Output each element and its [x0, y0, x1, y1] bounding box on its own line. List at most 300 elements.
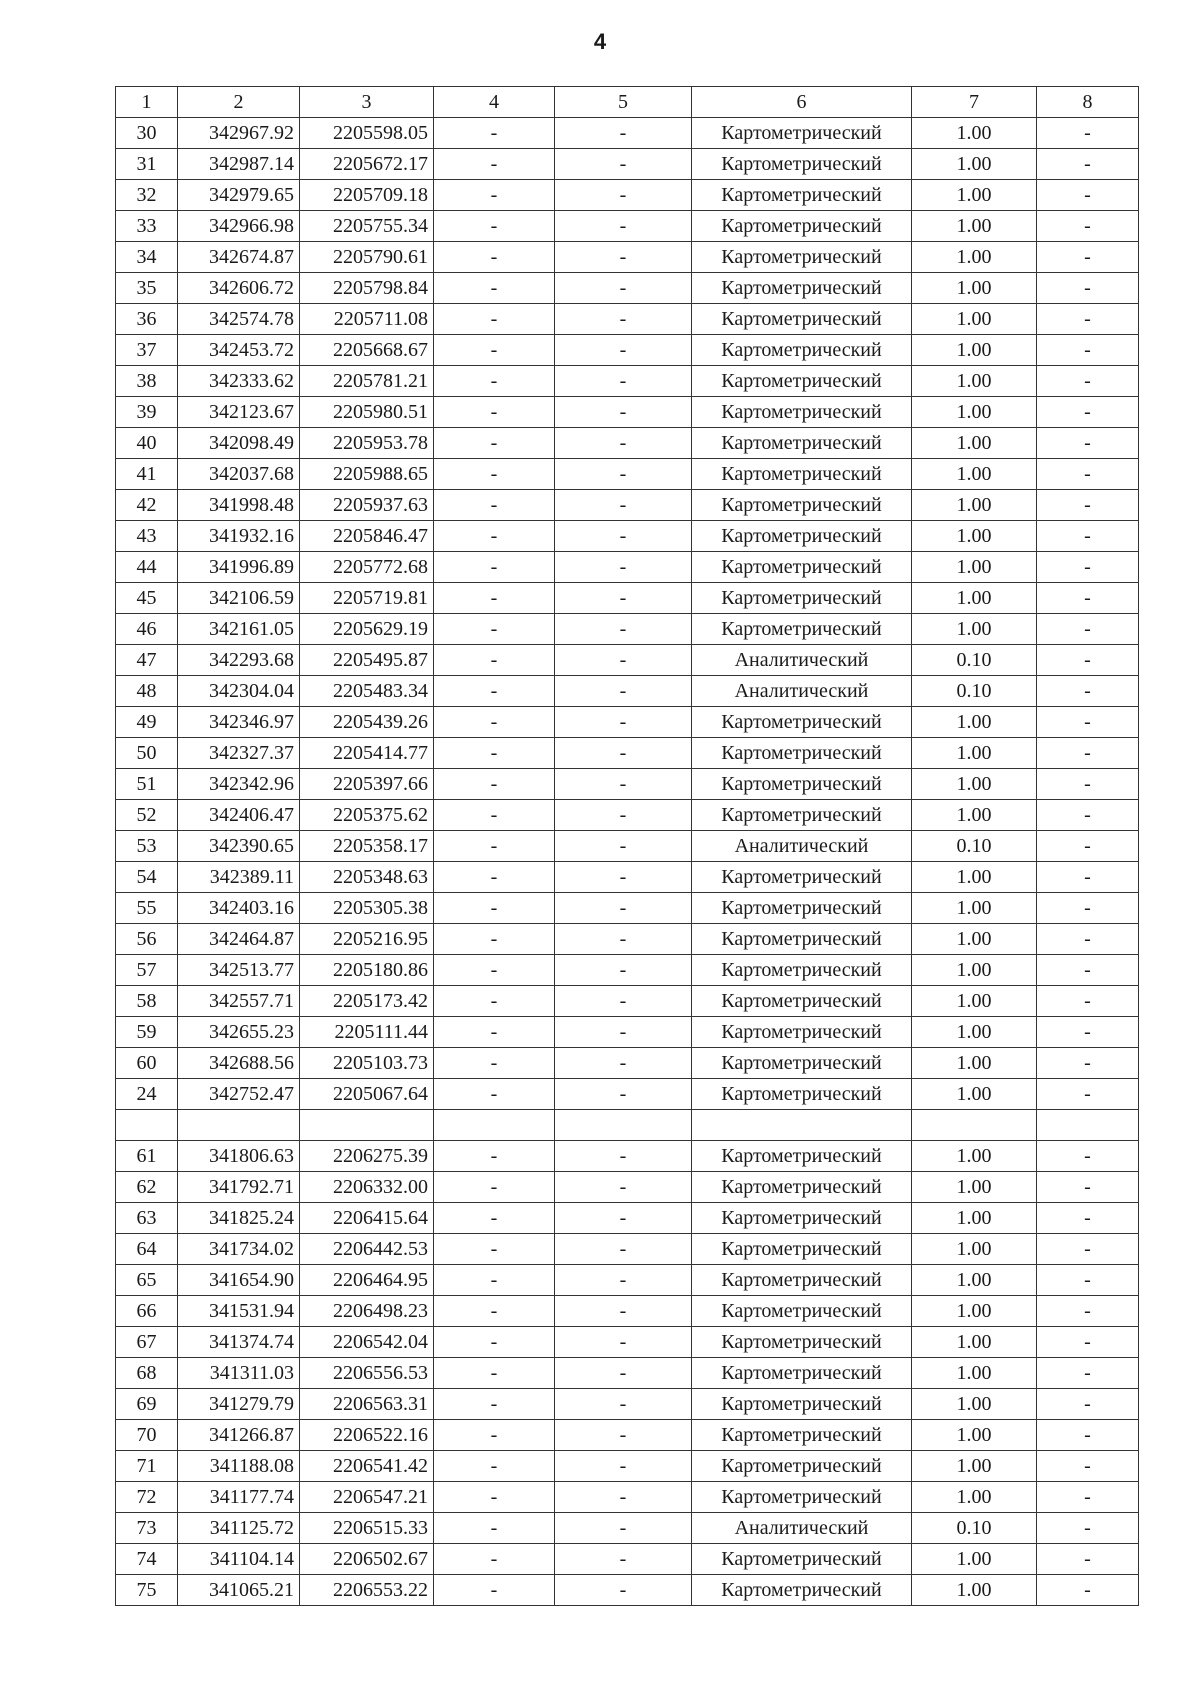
table-cell-y-coordinate: 2205495.87	[300, 645, 434, 676]
table-cell-col-8: -	[1037, 862, 1139, 893]
table-row	[116, 1141, 1139, 1172]
table-cell-x-coordinate: 342327.37	[178, 738, 300, 769]
table-cell-col-4: -	[434, 1389, 555, 1420]
table-row	[116, 397, 1139, 428]
table-cell-x-coordinate: 342557.71	[178, 986, 300, 1017]
table-cell-x-coordinate: 341654.90	[178, 1265, 300, 1296]
table-row	[116, 1203, 1139, 1234]
table-cell-method: Картометрический	[692, 862, 912, 893]
table-cell-accuracy: 1.00	[912, 893, 1037, 924]
table-cell-col-8: -	[1037, 1172, 1139, 1203]
table-cell-accuracy: 1.00	[912, 1544, 1037, 1575]
table-cell-method: Картометрический	[692, 1389, 912, 1420]
table-cell-y-coordinate: 2206547.21	[300, 1482, 434, 1513]
table-row	[116, 614, 1139, 645]
table-cell-method: Картометрический	[692, 1327, 912, 1358]
table-cell-col-5: -	[555, 1327, 692, 1358]
table-cell-col-8: -	[1037, 521, 1139, 552]
table-cell-y-coordinate: 2205781.21	[300, 366, 434, 397]
table-cell-point-number: 64	[116, 1234, 178, 1265]
table-cell-accuracy: 1.00	[912, 366, 1037, 397]
table-cell-accuracy: 1.00	[912, 1265, 1037, 1296]
table-cell-col-4: -	[434, 676, 555, 707]
table-cell-x-coordinate: 342574.78	[178, 304, 300, 335]
table-cell-accuracy: 0.10	[912, 1513, 1037, 1544]
table-cell-accuracy: 1.00	[912, 924, 1037, 955]
table-cell-x-coordinate: 342389.11	[178, 862, 300, 893]
table-cell-col-8: -	[1037, 1234, 1139, 1265]
table-cell-y-coordinate: 2205672.17	[300, 149, 434, 180]
table-cell-point-number: 73	[116, 1513, 178, 1544]
table-cell-col-4: -	[434, 428, 555, 459]
column-header: 5	[555, 87, 692, 118]
table-cell-col-8: -	[1037, 893, 1139, 924]
table-cell-point-number: 44	[116, 552, 178, 583]
table-cell-method: Картометрический	[692, 1358, 912, 1389]
table-cell-y-coordinate: 2206541.42	[300, 1451, 434, 1482]
table-cell-y-coordinate: 2205629.19	[300, 614, 434, 645]
table-cell-accuracy: 1.00	[912, 986, 1037, 1017]
table-cell-col-8: -	[1037, 676, 1139, 707]
table-cell-col-8: -	[1037, 1358, 1139, 1389]
table-cell-y-coordinate: 2205375.62	[300, 800, 434, 831]
table-cell-point-number: 37	[116, 335, 178, 366]
table-cell-col-5: -	[555, 273, 692, 304]
table-cell-col-4: -	[434, 1141, 555, 1172]
table-cell-point-number: 34	[116, 242, 178, 273]
table-cell-y-coordinate: 2205937.63	[300, 490, 434, 521]
table-cell-point-number: 59	[116, 1017, 178, 1048]
table-row	[116, 1296, 1139, 1327]
table-cell-col-5: -	[555, 1575, 692, 1606]
table-cell-col-8: -	[1037, 707, 1139, 738]
table-cell-col-4: -	[434, 1358, 555, 1389]
table-cell-y-coordinate	[300, 1110, 434, 1141]
table-cell-col-5: -	[555, 831, 692, 862]
table-cell-point-number: 60	[116, 1048, 178, 1079]
table-cell-col-4: -	[434, 459, 555, 490]
table-cell-accuracy: 1.00	[912, 1358, 1037, 1389]
table-row	[116, 242, 1139, 273]
table-cell-col-4: -	[434, 273, 555, 304]
table-cell-point-number: 33	[116, 211, 178, 242]
table-row	[116, 1451, 1139, 1482]
table-cell-x-coordinate: 341279.79	[178, 1389, 300, 1420]
table-row	[116, 366, 1139, 397]
table-cell-col-4: -	[434, 831, 555, 862]
table-cell-accuracy: 1.00	[912, 1079, 1037, 1110]
table-cell-col-4: -	[434, 1265, 555, 1296]
table-cell-point-number: 50	[116, 738, 178, 769]
table-cell-col-8: -	[1037, 118, 1139, 149]
table-cell-col-5: -	[555, 1141, 692, 1172]
page-number: 4	[593, 29, 607, 54]
table-cell-accuracy: 1.00	[912, 552, 1037, 583]
table-cell-x-coordinate: 341374.74	[178, 1327, 300, 1358]
table-cell-col-4: -	[434, 1513, 555, 1544]
table-cell-point-number: 32	[116, 180, 178, 211]
column-header: 3	[300, 87, 434, 118]
table-cell-col-4: -	[434, 335, 555, 366]
table-row	[116, 1389, 1139, 1420]
table-cell-method: Картометрический	[692, 614, 912, 645]
table-cell-accuracy: 1.00	[912, 1141, 1037, 1172]
table-row	[116, 924, 1139, 955]
table-cell-y-coordinate: 2205397.66	[300, 769, 434, 800]
table-cell-accuracy: 1.00	[912, 955, 1037, 986]
table-cell-y-coordinate: 2205067.64	[300, 1079, 434, 1110]
table-cell-method: Картометрический	[692, 242, 912, 273]
table-cell-x-coordinate: 342688.56	[178, 1048, 300, 1079]
table-cell-col-8: -	[1037, 1203, 1139, 1234]
table-cell-col-8: -	[1037, 1265, 1139, 1296]
table-cell-accuracy: 0.10	[912, 676, 1037, 707]
table-cell-y-coordinate: 2205173.42	[300, 986, 434, 1017]
table-row	[116, 428, 1139, 459]
table-cell-y-coordinate: 2206563.31	[300, 1389, 434, 1420]
table-cell-accuracy: 1.00	[912, 335, 1037, 366]
table-cell-accuracy: 1.00	[912, 769, 1037, 800]
table-cell-accuracy: 1.00	[912, 304, 1037, 335]
table-cell-accuracy: 1.00	[912, 1482, 1037, 1513]
table-cell-accuracy: 1.00	[912, 1575, 1037, 1606]
table-cell-method	[692, 1110, 912, 1141]
coordinates-table	[115, 86, 1139, 1606]
table-cell-y-coordinate: 2205846.47	[300, 521, 434, 552]
table-cell-x-coordinate: 341932.16	[178, 521, 300, 552]
table-cell-method: Картометрический	[692, 273, 912, 304]
table-cell-col-8: -	[1037, 304, 1139, 335]
table-cell-accuracy: 1.00	[912, 149, 1037, 180]
table-cell-method: Картометрический	[692, 986, 912, 1017]
table-cell-accuracy: 1.00	[912, 459, 1037, 490]
table-row	[116, 893, 1139, 924]
table-row	[116, 1234, 1139, 1265]
table-cell-accuracy: 1.00	[912, 583, 1037, 614]
column-header: 1	[116, 87, 178, 118]
table-cell-method: Картометрический	[692, 1203, 912, 1234]
table-cell-x-coordinate: 342037.68	[178, 459, 300, 490]
table-row	[116, 1048, 1139, 1079]
table-cell-col-4: -	[434, 1482, 555, 1513]
table-cell-method: Картометрический	[692, 893, 912, 924]
table-cell-x-coordinate: 342390.65	[178, 831, 300, 862]
table-cell-col-5: -	[555, 242, 692, 273]
table-cell-x-coordinate: 341531.94	[178, 1296, 300, 1327]
table-cell-point-number: 42	[116, 490, 178, 521]
table-cell-method: Картометрический	[692, 707, 912, 738]
table-cell-x-coordinate: 341311.03	[178, 1358, 300, 1389]
table-cell-x-coordinate: 341998.48	[178, 490, 300, 521]
table-cell-point-number: 65	[116, 1265, 178, 1296]
table-cell-col-5: -	[555, 1296, 692, 1327]
table-cell-x-coordinate: 341104.14	[178, 1544, 300, 1575]
table-cell-method: Картометрический	[692, 1048, 912, 1079]
table-row	[116, 1420, 1139, 1451]
table-cell-y-coordinate: 2205668.67	[300, 335, 434, 366]
table-cell-col-8: -	[1037, 1544, 1139, 1575]
table-cell-point-number: 74	[116, 1544, 178, 1575]
table-cell-method: Картометрический	[692, 1172, 912, 1203]
table-cell-col-8: -	[1037, 1017, 1139, 1048]
table-cell-accuracy: 1.00	[912, 862, 1037, 893]
table-cell-col-5: -	[555, 521, 692, 552]
table-cell-y-coordinate: 2205798.84	[300, 273, 434, 304]
table-cell-col-8: -	[1037, 1079, 1139, 1110]
table-cell-col-8: -	[1037, 428, 1139, 459]
table-cell-point-number: 53	[116, 831, 178, 862]
table-cell-col-8	[1037, 1110, 1139, 1141]
table-row	[116, 521, 1139, 552]
table-cell-col-4: -	[434, 304, 555, 335]
table-cell-col-8: -	[1037, 1048, 1139, 1079]
table-cell-method: Картометрический	[692, 1482, 912, 1513]
table-cell-point-number: 55	[116, 893, 178, 924]
table-cell-col-5: -	[555, 428, 692, 459]
table-cell-y-coordinate: 2205439.26	[300, 707, 434, 738]
table-row	[116, 862, 1139, 893]
table-cell-col-8: -	[1037, 1420, 1139, 1451]
table-cell-col-8: -	[1037, 738, 1139, 769]
column-header: 6	[692, 87, 912, 118]
table-cell-method: Картометрический	[692, 521, 912, 552]
table-cell-col-5: -	[555, 335, 692, 366]
table-cell-col-4: -	[434, 1451, 555, 1482]
table-cell-method: Картометрический	[692, 1420, 912, 1451]
table-cell-point-number: 46	[116, 614, 178, 645]
table-cell-y-coordinate: 2206442.53	[300, 1234, 434, 1265]
table-cell-col-4: -	[434, 645, 555, 676]
table-cell-y-coordinate: 2205980.51	[300, 397, 434, 428]
table-cell-accuracy: 1.00	[912, 800, 1037, 831]
table-cell-y-coordinate: 2206542.04	[300, 1327, 434, 1358]
table-cell-point-number: 61	[116, 1141, 178, 1172]
table-cell-y-coordinate: 2205711.08	[300, 304, 434, 335]
table-cell-col-4: -	[434, 707, 555, 738]
table-cell-col-4: -	[434, 118, 555, 149]
table-cell-col-5: -	[555, 1048, 692, 1079]
table-cell-y-coordinate: 2206502.67	[300, 1544, 434, 1575]
table-cell-accuracy	[912, 1110, 1037, 1141]
table-cell-y-coordinate: 2205483.34	[300, 676, 434, 707]
table-cell-col-8: -	[1037, 1482, 1139, 1513]
table-cell-method: Картометрический	[692, 924, 912, 955]
table-row	[116, 645, 1139, 676]
table-cell-col-5: -	[555, 583, 692, 614]
table-cell-col-8: -	[1037, 645, 1139, 676]
table-cell-col-8: -	[1037, 1451, 1139, 1482]
table-cell-col-5: -	[555, 366, 692, 397]
table-cell-col-8: -	[1037, 769, 1139, 800]
table-cell-method: Картометрический	[692, 149, 912, 180]
table-cell-x-coordinate: 342606.72	[178, 273, 300, 304]
table-cell-point-number: 70	[116, 1420, 178, 1451]
table-row	[116, 1513, 1139, 1544]
table-row	[116, 335, 1139, 366]
table-cell-method: Картометрический	[692, 304, 912, 335]
table-cell-accuracy: 1.00	[912, 614, 1037, 645]
table-row	[116, 1110, 1139, 1141]
table-cell-method: Картометрический	[692, 1017, 912, 1048]
table-cell-x-coordinate: 342966.98	[178, 211, 300, 242]
table-row	[116, 800, 1139, 831]
table-cell-col-8: -	[1037, 397, 1139, 428]
table-cell-method: Аналитический	[692, 1513, 912, 1544]
table-cell-accuracy: 1.00	[912, 1296, 1037, 1327]
table-cell-method: Картометрический	[692, 1451, 912, 1482]
table-cell-col-8: -	[1037, 366, 1139, 397]
table-row	[116, 583, 1139, 614]
table-cell-y-coordinate: 2205348.63	[300, 862, 434, 893]
table-row	[116, 1575, 1139, 1606]
table-cell-x-coordinate: 342123.67	[178, 397, 300, 428]
table-cell-point-number: 56	[116, 924, 178, 955]
table-cell-col-8: -	[1037, 1327, 1139, 1358]
table-cell-col-4: -	[434, 986, 555, 1017]
table-row	[116, 211, 1139, 242]
table-cell-method: Аналитический	[692, 645, 912, 676]
table-cell-method: Картометрический	[692, 428, 912, 459]
table-cell-col-5: -	[555, 1513, 692, 1544]
table-cell-col-4: -	[434, 583, 555, 614]
table-cell-col-8: -	[1037, 800, 1139, 831]
table-cell-method: Картометрический	[692, 459, 912, 490]
table-cell-col-4: -	[434, 1048, 555, 1079]
table-cell-col-8: -	[1037, 1141, 1139, 1172]
table-cell-accuracy: 1.00	[912, 1017, 1037, 1048]
table-cell-col-5: -	[555, 924, 692, 955]
table-cell-col-5: -	[555, 862, 692, 893]
table-cell-y-coordinate: 2205305.38	[300, 893, 434, 924]
table-cell-method: Картометрический	[692, 397, 912, 428]
table-cell-col-4: -	[434, 1575, 555, 1606]
table-cell-x-coordinate: 341266.87	[178, 1420, 300, 1451]
table-cell-col-5: -	[555, 1389, 692, 1420]
table-cell-col-4: -	[434, 1172, 555, 1203]
table-cell-col-4: -	[434, 614, 555, 645]
table-cell-col-4: -	[434, 521, 555, 552]
table-cell-x-coordinate: 342346.97	[178, 707, 300, 738]
table-cell-method: Картометрический	[692, 366, 912, 397]
table-cell-col-4: -	[434, 1017, 555, 1048]
table-row	[116, 490, 1139, 521]
table-cell-col-4: -	[434, 552, 555, 583]
table-cell-accuracy: 1.00	[912, 1420, 1037, 1451]
table-cell-col-8: -	[1037, 986, 1139, 1017]
table-cell-method: Аналитический	[692, 831, 912, 862]
table-cell-col-4: -	[434, 149, 555, 180]
table-cell-x-coordinate: 342293.68	[178, 645, 300, 676]
table-cell-method: Картометрический	[692, 552, 912, 583]
column-header: 8	[1037, 87, 1139, 118]
table-cell-point-number: 58	[116, 986, 178, 1017]
table-cell-y-coordinate: 2206556.53	[300, 1358, 434, 1389]
table-cell-col-4: -	[434, 1420, 555, 1451]
table-cell-x-coordinate: 342304.04	[178, 676, 300, 707]
table-cell-x-coordinate: 342098.49	[178, 428, 300, 459]
table-cell-col-5: -	[555, 1265, 692, 1296]
table-cell-col-8: -	[1037, 831, 1139, 862]
table-cell-col-5: -	[555, 1544, 692, 1575]
table-cell-y-coordinate: 2205790.61	[300, 242, 434, 273]
table-cell-y-coordinate: 2206522.16	[300, 1420, 434, 1451]
table-cell-col-4: -	[434, 242, 555, 273]
table-cell-method: Картометрический	[692, 211, 912, 242]
table-cell-col-8: -	[1037, 459, 1139, 490]
table-cell-col-8: -	[1037, 924, 1139, 955]
table-cell-accuracy: 0.10	[912, 831, 1037, 862]
table-cell-col-4: -	[434, 490, 555, 521]
table-cell-x-coordinate: 342655.23	[178, 1017, 300, 1048]
table-cell-accuracy: 1.00	[912, 1172, 1037, 1203]
table-cell-y-coordinate: 2205709.18	[300, 180, 434, 211]
table-cell-col-5: -	[555, 1234, 692, 1265]
table-cell-col-5: -	[555, 1358, 692, 1389]
table-cell-method: Картометрический	[692, 180, 912, 211]
table-cell-y-coordinate: 2205111.44	[300, 1017, 434, 1048]
table-cell-point-number: 51	[116, 769, 178, 800]
table-cell-col-4: -	[434, 769, 555, 800]
table-cell-y-coordinate: 2206515.33	[300, 1513, 434, 1544]
column-header: 7	[912, 87, 1037, 118]
table-cell-col-4: -	[434, 1296, 555, 1327]
table-cell-col-8: -	[1037, 180, 1139, 211]
table-cell-point-number: 47	[116, 645, 178, 676]
table-cell-point-number: 54	[116, 862, 178, 893]
table-cell-col-4	[434, 1110, 555, 1141]
table-cell-point-number: 69	[116, 1389, 178, 1420]
table-cell-y-coordinate: 2205719.81	[300, 583, 434, 614]
table-cell-x-coordinate: 342979.65	[178, 180, 300, 211]
table-cell-x-coordinate: 341125.72	[178, 1513, 300, 1544]
table-cell-x-coordinate: 342752.47	[178, 1079, 300, 1110]
table-cell-y-coordinate: 2205772.68	[300, 552, 434, 583]
table-cell-col-5	[555, 1110, 692, 1141]
table-cell-x-coordinate	[178, 1110, 300, 1141]
table-cell-x-coordinate: 342161.05	[178, 614, 300, 645]
table-cell-accuracy: 1.00	[912, 428, 1037, 459]
table-cell-col-4: -	[434, 862, 555, 893]
table-cell-col-8: -	[1037, 955, 1139, 986]
table-cell-x-coordinate: 341734.02	[178, 1234, 300, 1265]
table-cell-x-coordinate: 342453.72	[178, 335, 300, 366]
table-cell-accuracy: 1.00	[912, 707, 1037, 738]
table-cell-accuracy: 1.00	[912, 1451, 1037, 1482]
table-cell-col-5: -	[555, 1172, 692, 1203]
table-cell-accuracy: 1.00	[912, 242, 1037, 273]
table-cell-col-5: -	[555, 1451, 692, 1482]
table-cell-col-5: -	[555, 893, 692, 924]
table-row	[116, 1079, 1139, 1110]
table-cell-x-coordinate: 342674.87	[178, 242, 300, 273]
table-row	[116, 304, 1139, 335]
table-cell-col-4: -	[434, 1203, 555, 1234]
column-header: 4	[434, 87, 555, 118]
table-cell-col-5: -	[555, 1017, 692, 1048]
table-cell-x-coordinate: 341996.89	[178, 552, 300, 583]
table-cell-point-number: 40	[116, 428, 178, 459]
table-row	[116, 1265, 1139, 1296]
table-cell-y-coordinate: 2205953.78	[300, 428, 434, 459]
table-cell-col-5: -	[555, 1482, 692, 1513]
table-cell-x-coordinate: 341065.21	[178, 1575, 300, 1606]
table-cell-y-coordinate: 2206464.95	[300, 1265, 434, 1296]
table-row	[116, 180, 1139, 211]
table-cell-point-number: 71	[116, 1451, 178, 1482]
table-cell-col-5: -	[555, 645, 692, 676]
table-cell-method: Картометрический	[692, 583, 912, 614]
table-cell-col-8: -	[1037, 552, 1139, 583]
